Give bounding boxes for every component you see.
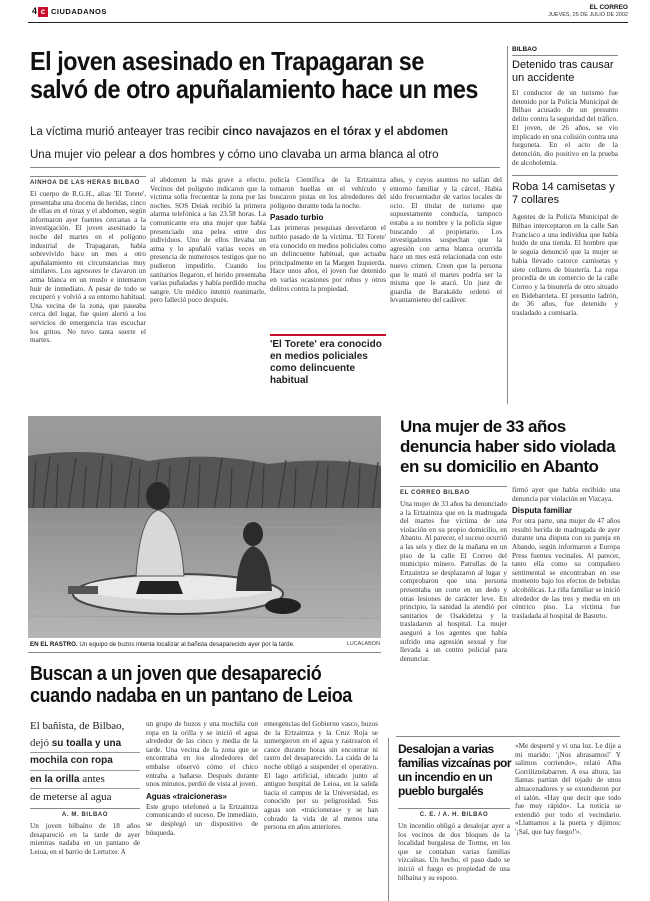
main-body-3b: Las primeras pesquisas desvelaron el turbio pasado de la víctima. 'El Torete' era conocido en medios policiales como un delincuente habitual, que actuaba principalmente en la Margen Izquierda. Hace unos años, el joven fue detenido en varias ocasiones por robos y otros delitos contra la propiedad. [270, 224, 386, 293]
main-body-3: policía Científica de la Ertzaintza tomaron huellas en el vehículo y buscaron pistas en los alrededores del polígono durante toda la noche. [270, 176, 386, 210]
leioa-subhead: Aguas «traicioneras» [146, 791, 227, 801]
vizcaya-divider [388, 738, 389, 901]
main-col-4 [390, 176, 502, 402]
sidebar-title-2: Roba 14 camisetas y 7 collares [512, 181, 615, 207]
abanto-body-2: firmó ayer que había recibido una denuncia por violación en Vizcaya. [512, 486, 620, 503]
sidebar [512, 46, 618, 404]
leioa-lead: El bañista, de Bilbao, dejó su toalla y una mochila con ropa en la orilla antes de meterse al agua [30, 718, 140, 806]
leioa-col-3 [264, 720, 378, 901]
main-byline: AINHOA DE LAS HERAS BILBAO [30, 176, 146, 186]
subhead-pasado: Pasado turbio [270, 213, 324, 223]
sidebar-body-1: El conductor de un turismo fue detenido por la Policía Municipal de Bilbao acusado de un presunto delito contra la seguridad del tráfico. El joven, de 26 años, se vio implicado en una colisión contra una furgoneta. En el acto de la detención, dio positivo en la prueba de alcoholemia. [512, 89, 618, 167]
abanto-col-1 [400, 486, 507, 734]
abanto-body-1: Una mujer de 33 años ha denunciado a la Ertzaintza que en la madrugada del martes fue víctima de una violación en su propio domicilio, en Abanto. Al parecer, el suceso ocurrió a las seis y diez de la mañana en un piso de la calle El Correo del municipio minero. Patrullas de la Ertzaintza se desplazaron al lugar y comprobaron que una persona presentaba un corte en un dedo y otras lesiones de carácter leve. En principio, la sanidad la atendió por sanitarios de Osakidetza y la trasladaron al hospital. La mujer aseguró a los agentes que había sufrido una agresión sexual y fue llevada a un centro policial para denunciar. [400, 500, 507, 663]
caption-label: EN EL RASTRO. [30, 641, 78, 648]
leioa-col-2 [146, 720, 258, 901]
photo-credit: LUCALABON [343, 641, 380, 647]
abanto-headline: Una mujer de 33 años denuncia haber sido violada en su domicilio en Abanto [400, 417, 616, 476]
main-col-3 [270, 176, 386, 402]
sidebar-title-1: Detenido tras causar un accidente [512, 59, 614, 84]
leioa-body-2: un grupo de buzos y una mochila con ropa en la orilla y se inició el agua alrededor de las cinco y media de la tarde. Una vecina de la zona que se encontraba en los alrededores del embalse observó cómo el chico entraba a bañarse. Después durante unos minutos, perdió de vista al joven. [146, 720, 258, 789]
page-number: 4 [32, 6, 38, 16]
vizcaya-col-2 [515, 742, 621, 901]
pull-quote: 'El Torete' era conocido en medios policiales como delincuente habitual [270, 339, 382, 387]
main-subhead-2: Una mujer vio pelear a dos hombres y cómo uno clavaba un arma blanca al otro [30, 149, 439, 161]
main-body-4: años, y cuyos asuntos no salían del entorno familiar y la cárcel. Había sido frecuentador de varios locales de ocio. El titular de turismo que supuestamente conducía, tampoco estaba a su nombre y la policía sigue buscando al propietario. Los investigadores sospechan que la agresión con arma blanca ocurrida hace un mes está relacionada con este nuevo crimen. Creen que la persona que le mató el martes podría ser la misma que le atacó. Un juez de guardia de Barakaldo ordenó el levantamiento del cadáver. [390, 176, 502, 305]
leioa-col-1 [30, 808, 140, 901]
section-name: CIUDADANOS [51, 7, 107, 16]
sidebar-body-2: Agentes de la Policía Municipal de Bilbao interceptaron en la calle San Francisco a una individua que había huido de una tienda. El hombre que le seguía denunció que la mujer se había llevado catorce camisetas y siete collares de bisutería. La ropa procedía de un comercio de la calle Correo y la bisutería de otro situado en Bidebarrieta. El presunto ladrón, de 36 años, fue detenido y trasladado a comisaría. [512, 213, 618, 318]
main-col-1 [30, 176, 146, 402]
subhead-rule [30, 167, 500, 168]
vizcaya-col-1 [398, 808, 510, 901]
abanto-col-2 [512, 486, 620, 734]
sidebar-rule [512, 175, 618, 176]
photo-rule [28, 652, 381, 653]
photo [28, 416, 381, 638]
leioa-body-2b: Este grupo telefoneó a la Ertzaintza comunicando el suceso. De inmediato, se desplegó un dispositivo de búsqueda. [146, 802, 258, 837]
main-body-1: El cuerpo de R.G.H., alias 'El Torete', presentaba una docena de heridas, cinco de ellas en el tórax y el abdomen, según informaron ayer fuentes cercanas a la investigación. El joven asesinado la noche del martes en el polígono industrial de Trapagaran, había sobrevivido hace un mes a otro apuñalamiento en circunstancias muy similares. Los agresores le clavaron un arma blanca en un muslo e intentaron huir de inmediato. A pesar de todo se recuperó y volvió a su entorno habitual. Una vecina de la zona, que paseaba cerca del lugar, fue quien alertó a los servicios de emergencia tras escuchar los gritos. No tuvo tanta suerte el martes. [30, 190, 146, 345]
abanto-subhead: Disputa familiar [512, 506, 573, 516]
vizcaya-body-2: «Me desperté y vi una luz. Le dije a mi marido: '¡Nos abrasamos!' Y salimos corriendo», relató Alba Gorriliztelabarren. A esa altura, las llamas partían del tejado de unos almacenadores y se extendieron por el salón. «Hay que decir que todo fue muy rápido». La noticia se extendió por todo el vecindario. «Llamamos a la puerta y dijimos: '¡Sal, que hay fuego!'». [515, 742, 621, 836]
leioa-headline: Buscan a un joven que desapareció cuando nadaba en un pantano de Leioa [30, 663, 352, 707]
leioa-body-1: Un joven bilbaíno de 18 años desapareció en la tarde de ayer mientras nadaba en un pantano de Leioa, en el barrio de Lertutxe. A [30, 822, 140, 856]
main-body-2: al abdomen la más grave a efecto. Vecinos del polígono indicaron que la víctima solía frecuentar la zona por las noches. SOS Deiak recibió la primera alarma telefónica a las 23.58 horas. La comunicante era una mujer que había presenciado una pelea entre dos individuos. Uno de ellos llevaba un arma y lo apuñaló varias veces en presencia de numerosos testigos que no pudieron impedirlo. Cuando los sanitarios llegaron, el herido presentaba varias puñaladas y había perdido mucha sangre. Un médico intentó reanimarle, pero falleció poco después. [150, 176, 266, 305]
abanto-body-2b: Por otra parte, una mujer de 47 años resultó herida de madrugada de ayer durante una disputa con su pareja en Abando, según informaron a Europa Press fuentes vecinales. Al parecer, tanto ella como su compañero sentimental se encontraban en ese momento bajo los efectos de bebidas alcohólicas. La riña familiar se inició alrededor de las tres y media en un céntrico piso. La víctima fue trasladada al hospital de Basurto. [512, 517, 620, 620]
divers-photo [28, 416, 381, 638]
abanto-byline: EL CORREO BILBAO [400, 486, 507, 496]
section-icon: c [38, 7, 48, 17]
vizcaya-top-rule [396, 736, 620, 737]
photo-caption [30, 641, 380, 648]
main-subhead: La víctima murió anteayer tras recibir cinco navajazos en el tórax y el abdomen [30, 126, 448, 138]
pull-quote-box [270, 334, 386, 387]
main-col-2 [150, 176, 266, 402]
newspaper-name: EL CORREO [589, 4, 628, 11]
vizcaya-body-1: Un incendio obligó a desalojar ayer a los vecinos de dos bloques de la localidad burgalesa de Torme, en los que se contaban varias familias vizcaínas. Un hecho, el paso dado se inició el fuego es propiedad de una bilbaína y su esposo. [398, 822, 510, 882]
vizcaya-headline: Desalojan a varias familias vizcaínas por un incendio en un pueblo burgalés [398, 742, 512, 798]
sidebar-location: BILBAO [512, 46, 618, 56]
page-header [28, 6, 628, 20]
leioa-byline: A. M. BILBAO [30, 808, 140, 818]
leioa-body-3: emergencias del Gobierno vasco, buzos de la Ertzaintza y la Cruz Roja se sumergieron en el agua y rastrearon el cauce durante horas sin encontrar ni rastro del desaparecido. La caída de la noche obligó a suspender el operativo. El lago artificial, ubicado junto al antiguo hospital de Leioa, en la salida hacia el campus de la Universidad, es conocido por su peligrosidad. Sus aguas son «traicioneras» y se han cobrado la vida de al menos una persona en años anteriores. [264, 720, 378, 832]
issue-date: JUEVES, 25 DE JULIO DE 2002 [548, 12, 628, 18]
vizcaya-byline: C. E. / A. H. BILBAO [398, 808, 510, 818]
caption-text: Un equipo de buzos intenta localizar al bañista desaparecido ayer por la tarde. [77, 641, 295, 648]
header-rule [28, 22, 628, 23]
sidebar-divider [507, 46, 508, 404]
main-headline: El joven asesinado en Trapagaran se salvó de otro apuñalamiento hace un mes [30, 46, 478, 104]
